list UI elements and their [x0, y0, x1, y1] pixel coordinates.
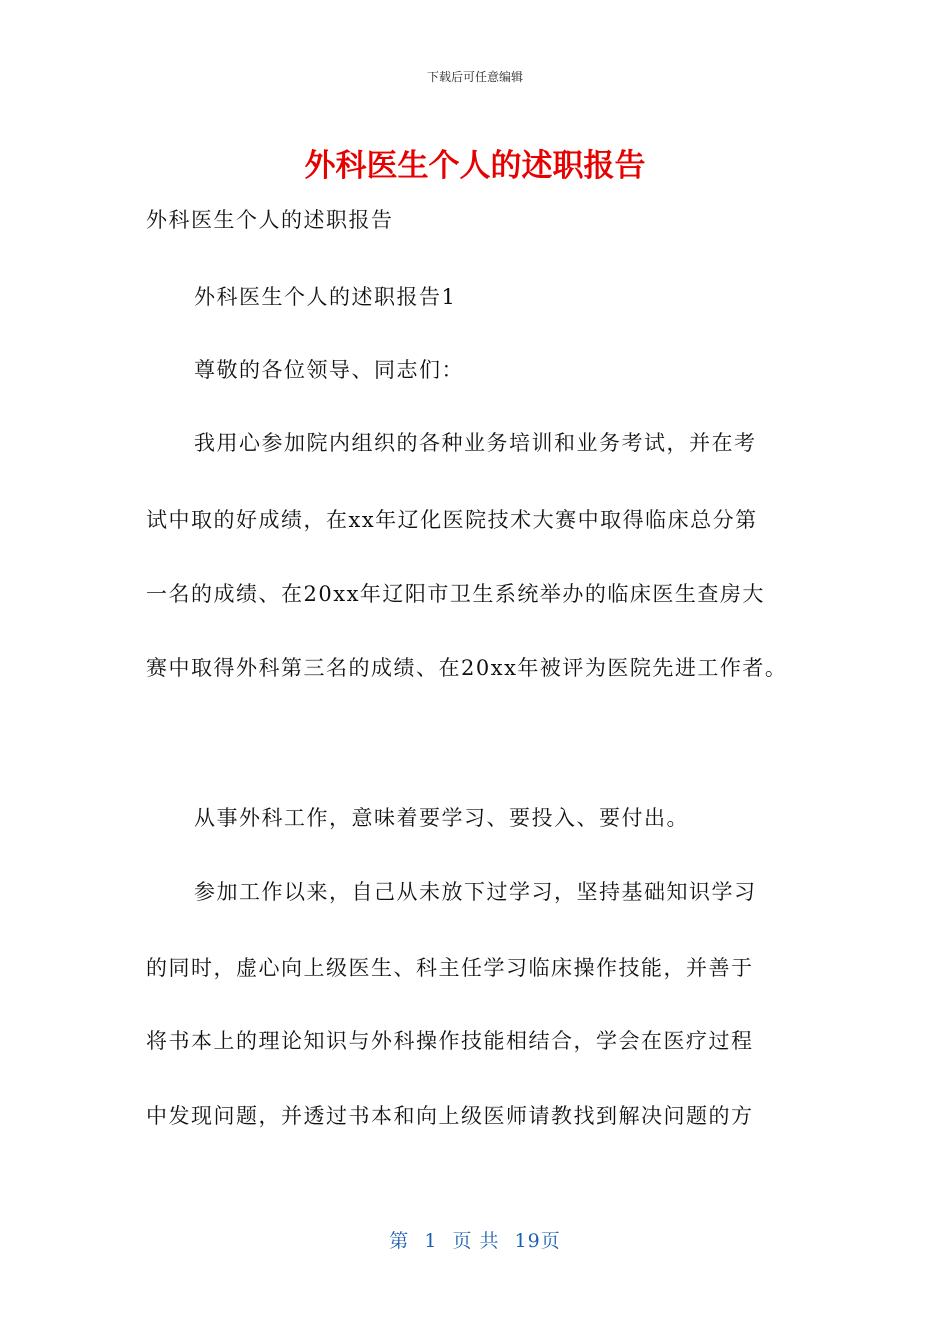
footer-prefix: 第: [389, 1230, 410, 1252]
footer-current-page: 1: [424, 1230, 438, 1252]
body-line: 将书本上的理论知识与外科操作技能相结合，学会在医疗过程: [146, 1029, 754, 1053]
body-line: 试中取的好成绩，在xx年辽化医院技术大赛中取得临床总分第: [146, 508, 758, 532]
body-line: 中发现问题，并透过书本和向上级医师请教找到解决问题的方: [146, 1104, 754, 1128]
footer-total-pages: 19页: [514, 1230, 561, 1252]
body-line: 赛中取得外科第三名的成绩、在20xx年被评为医院先进工作者。: [146, 656, 788, 680]
body-line: 的同时，虚心向上级医生、科主任学习临床操作技能，并善于: [146, 956, 754, 980]
body-line-section-heading: 外科医生个人的述职报告1: [194, 285, 457, 309]
body-line-subtitle: 外科医生个人的述职报告: [146, 208, 394, 232]
header-note: 下载后可任意编辑: [426, 70, 523, 84]
body-line: 一名的成绩、在20xx年辽阳市卫生系统举办的临床医生查房大: [146, 582, 765, 606]
footer-middle: 页 共: [452, 1230, 500, 1252]
body-line: 从事外科工作，意味着要学习、要投入、要付出。: [194, 806, 689, 830]
page-footer: [0, 1226, 950, 1253]
body-line: 我用心参加院内组织的各种业务培训和业务考试，并在考: [194, 431, 757, 455]
document-title: 外科医生个人的述职报告: [304, 148, 646, 184]
body-line: 参加工作以来，自己从未放下过学习，坚持基础知识学习: [194, 880, 757, 904]
body-line-salutation: 尊敬的各位领导、同志们：: [194, 358, 464, 382]
